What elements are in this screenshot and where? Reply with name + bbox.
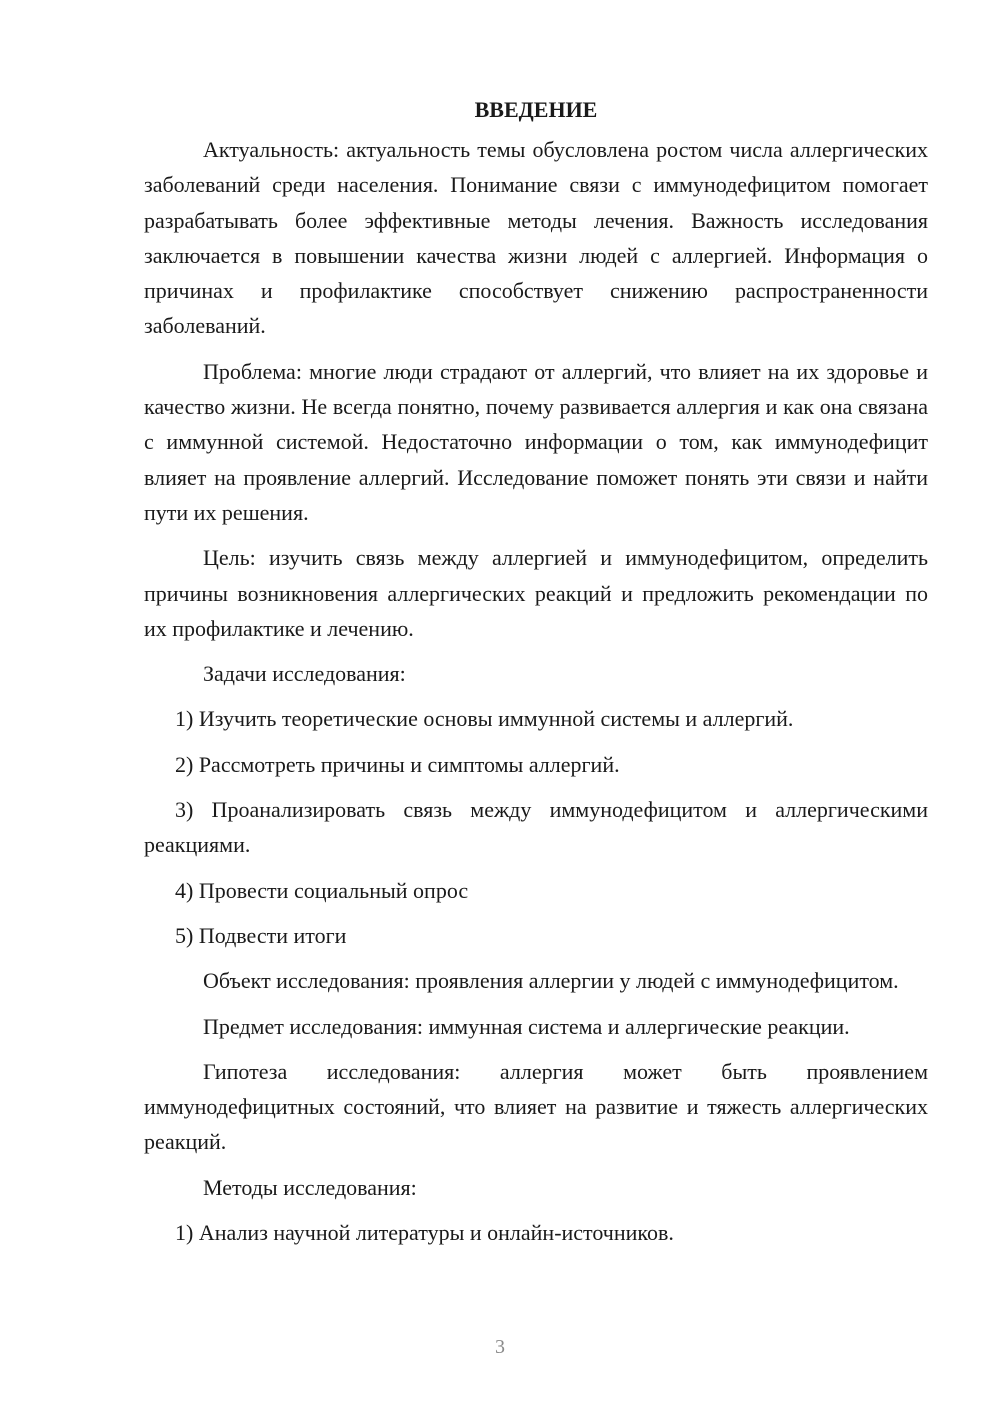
- method-item-1: 1) Анализ научной литературы и онлайн-источников.: [175, 1220, 674, 1246]
- relevance-paragraph: Актуальность: актуальность темы обусловлена ростом числа аллергических заболеваний среди населения. Понимание связи с иммунодефицитом помогает разрабатывать более эффективные методы лечения. Важность исследования заключается в повышении качества жизни людей с аллергией. Информация о причинах и профилактике способствует снижению распространенности заболеваний.: [144, 137, 928, 339]
- section-title: ВВЕДЕНИЕ: [474, 97, 598, 122]
- hypothesis-paragraph: Гипотеза исследования: аллергия может быть проявлением иммунодефицитных состояний, что влияет на развитие и тяжесть аллергических реакций.: [144, 1058, 928, 1155]
- subject-paragraph: Предмет исследования: иммунная система и аллергические реакции.: [203, 1013, 850, 1039]
- task-item-3: 3) Проанализировать связь между иммунодефицитом и аллергическими реакциями.: [144, 797, 928, 858]
- task-item-5: 5) Подвести итоги: [175, 922, 347, 948]
- page-content: [144, 92, 928, 1260]
- page-number: 3: [495, 1336, 505, 1358]
- problem-paragraph: Проблема: многие люди страдают от аллергий, что влияет на их здоровье и качество жизни. Не всегда понятно, почему развивается аллергия и как она связана с иммунной системой. Недостаточно информации о том, как иммунодефицит влияет на проявление аллергий. Исследование поможет понять эти связи и найти пути их решения.: [144, 358, 928, 525]
- methods-heading: Методы исследования:: [203, 1174, 417, 1200]
- task-item-2: 2) Рассмотреть причины и симптомы аллергий.: [175, 751, 620, 777]
- goal-paragraph: Цель: изучить связь между аллергией и иммунодефицитом, определить причины возникновения аллергических реакций и предложить рекомендации по их профилактике и лечению.: [144, 545, 928, 641]
- task-item-4: 4) Провести социальный опрос: [175, 877, 469, 903]
- task-item-1: 1) Изучить теоретические основы иммунной системы и аллергий.: [175, 706, 794, 732]
- tasks-heading: Задачи исследования:: [203, 661, 406, 687]
- object-paragraph: Объект исследования: проявления аллергии у людей с иммунодефицитом.: [203, 968, 899, 994]
